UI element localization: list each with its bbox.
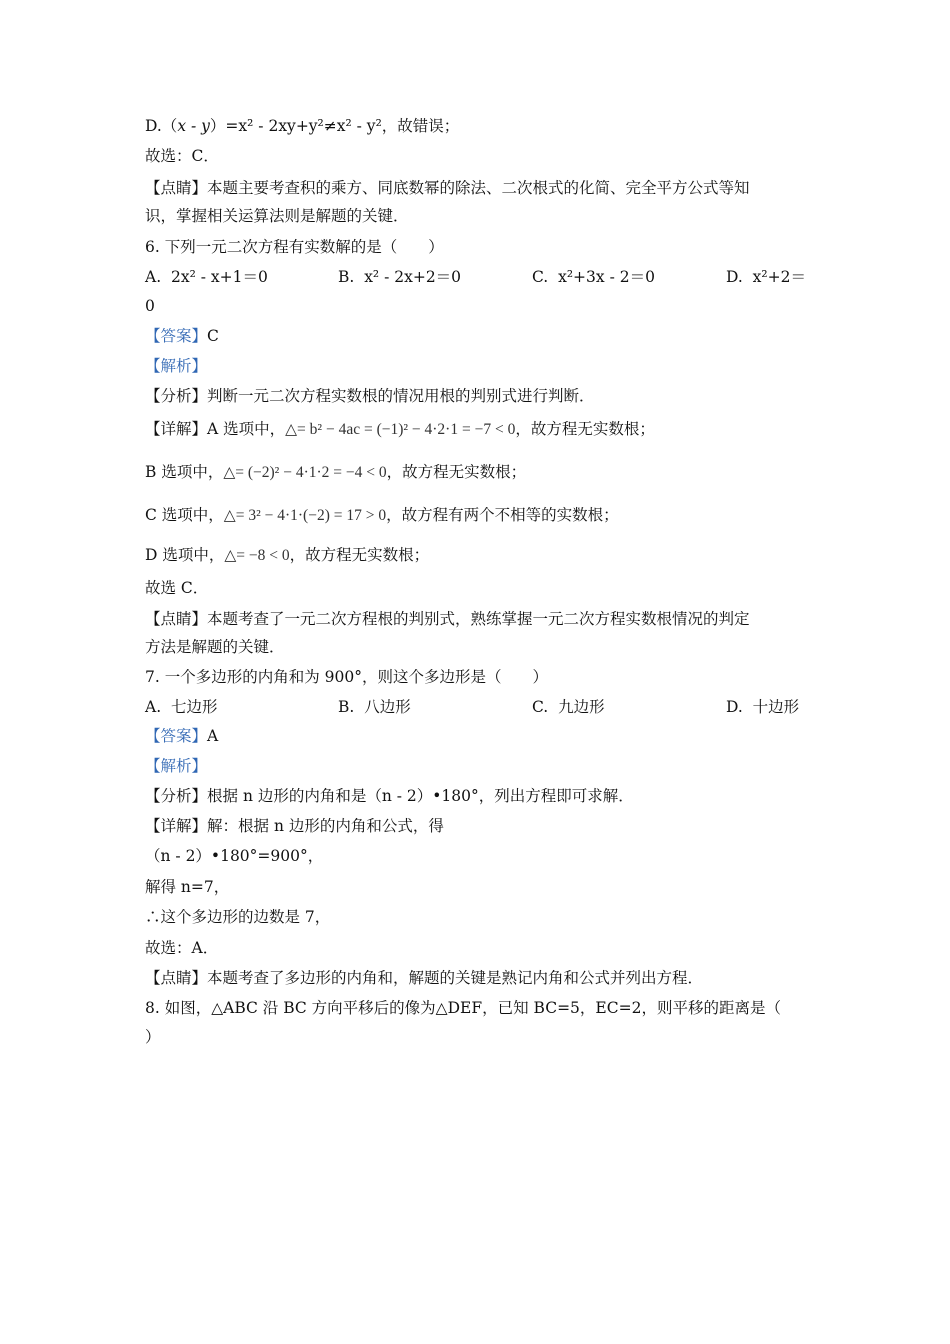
q7-jiexi-tag: 【解析】 <box>145 757 208 775</box>
fenxi-tag: 【分析】 <box>145 387 208 405</box>
q6-fenxi <box>145 385 595 407</box>
dianjing-tag: 【点睛】 <box>145 179 208 197</box>
q7-step1: （n - 2）•180°=900°， <box>145 847 324 865</box>
text: 本题考查了多边形的内角和，解题的关键是熟记内角和公式并列出方程． <box>207 969 704 987</box>
xiangjie-tag: 【详解】 <box>145 817 208 835</box>
text: =x² - 2xy+y²≠x² - y²，故错误； <box>225 117 460 135</box>
q5-dianjing-line2: 识，掌握相关运算法则是解题的关键． <box>145 207 409 225</box>
answer-value: A <box>207 727 219 745</box>
q5-option-d-line <box>145 115 459 137</box>
answer-tag: 【答案】 <box>145 727 208 745</box>
text: ，故方程无实数根； <box>515 420 655 438</box>
option-label: C. <box>532 268 549 286</box>
option-text: x²+2＝ <box>752 268 806 286</box>
q7-step2: 解得 n=7， <box>145 878 230 896</box>
q6-detail-d <box>145 544 429 567</box>
dianjing-tag: 【点睛】 <box>145 969 208 987</box>
q7-option-a <box>145 696 218 718</box>
q7-option-c <box>532 696 605 718</box>
q7-choose: 故选：A． <box>145 939 219 957</box>
discriminant-c: △= 3² − 4·1·(−2) = 17 > 0 <box>223 507 387 524</box>
q7-answer <box>145 725 218 747</box>
text: 本题考查了一元二次方程根的判别式，熟练掌握一元二次方程实数根情况的判定 <box>207 610 750 628</box>
fenxi-tag: 【分析】 <box>145 787 208 805</box>
option-text: 九边形 <box>558 698 605 716</box>
option-label: A. <box>145 268 162 286</box>
q7-step3: ∴这个多边形的边数是 7， <box>145 908 331 926</box>
option-label: B. <box>338 268 355 286</box>
option-label: A. <box>145 698 162 716</box>
text: 本题主要考查积的乘方、同底数幂的除法、二次根式的化简、完全平方公式等知 <box>207 179 750 197</box>
xiangjie-tag: 【详解】 <box>145 420 208 438</box>
text: D.（ <box>145 117 178 135</box>
answer-value: C <box>207 327 219 345</box>
text: x - y <box>177 117 210 135</box>
option-text: 七边形 <box>170 698 218 716</box>
q7-option-d <box>726 696 799 718</box>
text: B 选项中， <box>145 463 224 481</box>
option-text: 2x² - x+1＝0 <box>170 268 268 286</box>
option-text: 八边形 <box>364 698 411 716</box>
option-label: D. <box>726 268 743 286</box>
option-label: B. <box>338 698 355 716</box>
q8-stem-line2: ） <box>145 1028 161 1046</box>
q5-dianjing-line1 <box>145 177 750 199</box>
option-label: C. <box>532 698 549 716</box>
discriminant-d: △= −8 < 0 <box>224 547 290 564</box>
option-text: x² - 2x+2＝0 <box>364 268 462 286</box>
text: A 选项中， <box>207 420 286 438</box>
q6-detail-a <box>145 418 655 441</box>
q7-xiangjie <box>145 815 444 837</box>
q6-option-a <box>145 266 268 288</box>
answer-tag: 【答案】 <box>145 327 208 345</box>
text: ，故方程有两个不相等的实数根； <box>386 506 619 524</box>
q6-option-d-wrap: 0 <box>145 297 155 315</box>
q8-stem-line1: 8. 如图，△ABC 沿 BC 方向平移后的像为△DEF，已知 BC=5，EC=2，则平移的距离是（ <box>145 999 781 1017</box>
option-text: 十边形 <box>752 698 800 716</box>
text: 判断一元二次方程实数根的情况用根的判别式进行判断． <box>207 387 595 405</box>
text: ） <box>209 117 226 135</box>
q6-option-b <box>338 266 461 288</box>
q6-dianjing-line2: 方法是解题的关键． <box>145 638 285 656</box>
text: 根据 n 边形的内角和是（n - 2）•180°，列出方程即可求解． <box>207 787 634 805</box>
text: D 选项中， <box>145 546 225 564</box>
dianjing-tag: 【点睛】 <box>145 610 208 628</box>
q7-dianjing <box>145 967 703 989</box>
text: ，故方程无实数根； <box>289 546 430 564</box>
option-text: x²+3x - 2＝0 <box>558 268 655 286</box>
q7-option-b <box>338 696 411 718</box>
q6-option-c <box>532 266 655 288</box>
q6-jiexi-tag: 【解析】 <box>145 357 208 375</box>
q6-answer <box>145 325 219 347</box>
q7-fenxi <box>145 785 634 807</box>
text: 解：根据 n 边形的内角和公式，得 <box>207 817 444 835</box>
q6-dianjing-line1 <box>145 608 750 630</box>
option-label: D. <box>726 698 743 716</box>
text: C 选项中， <box>145 506 224 524</box>
text: ，故方程无实数根； <box>386 463 527 481</box>
q6-choose: 故选 C． <box>145 579 209 597</box>
discriminant-b: △= (−2)² − 4·1·2 = −4 < 0 <box>223 464 387 481</box>
q7-stem: 7. 一个多边形的内角和为 900°，则这个多边形是（ ） <box>145 668 548 686</box>
q6-stem: 6. 下列一元二次方程有实数解的是（ ） <box>145 238 444 256</box>
q6-detail-b <box>145 461 526 484</box>
discriminant-a: △= b² − 4ac = (−1)² − 4·2·1 = −7 < 0 <box>285 421 516 438</box>
q5-choose: 故选：C． <box>145 147 219 165</box>
q6-detail-c <box>145 504 619 527</box>
q6-option-d <box>726 266 806 288</box>
